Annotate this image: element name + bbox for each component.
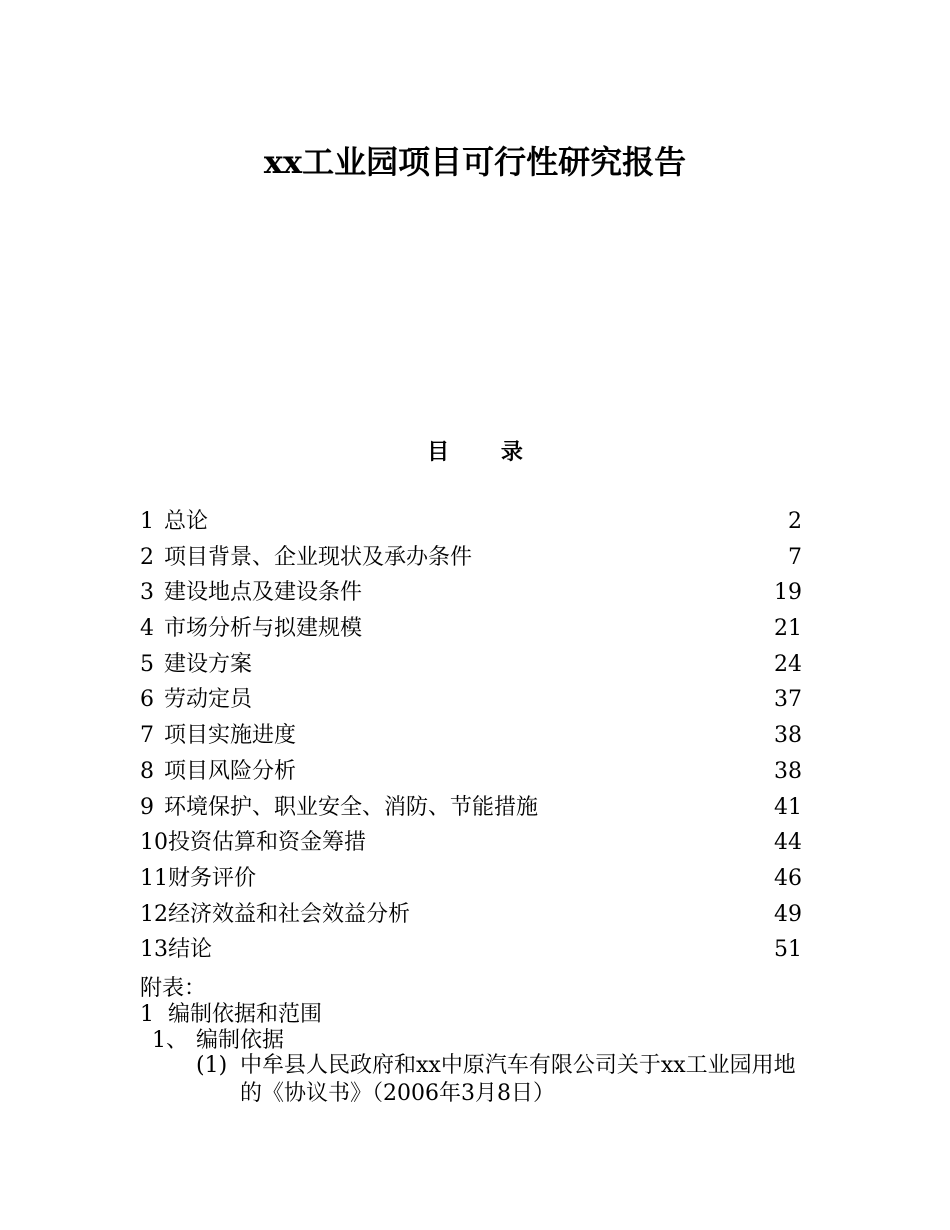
toc-entry-number: 6 — [140, 687, 154, 713]
document-title: xx工业园项目可行性研究报告 — [263, 143, 687, 181]
toc-entry[interactable] — [140, 540, 802, 576]
appendix-label: 附表： — [140, 976, 207, 1001]
toc-entry-page: 2 — [788, 509, 802, 534]
toc-entry-number: 10 — [140, 830, 168, 856]
toc-entry[interactable] — [140, 682, 802, 718]
toc-entry-title: 项目风险分析 — [164, 758, 297, 784]
toc-entry-page: 41 — [774, 794, 802, 820]
toc-entry-title: 结论 — [168, 937, 213, 963]
toc-entry-title: 投资估算和资金筹措 — [168, 830, 367, 856]
toc-entry-page: 46 — [774, 865, 802, 891]
toc-entry-title: 财务评价 — [168, 865, 257, 891]
toc-entry-number: 8 — [140, 758, 154, 784]
table-of-contents — [140, 504, 802, 968]
toc-entry[interactable] — [140, 504, 802, 540]
toc-entry-title: 总论 — [164, 509, 209, 534]
toc-entry-page: 38 — [774, 758, 802, 784]
toc-entry-number: 2 — [140, 544, 154, 570]
toc-entry[interactable] — [140, 861, 802, 897]
toc-entry[interactable] — [140, 754, 802, 790]
toc-entry-number: 9 — [140, 794, 154, 820]
toc-heading: 目 录 — [427, 439, 545, 465]
toc-entry-title: 项目实施进度 — [164, 723, 297, 749]
section-title: 编制依据和范围 — [168, 1002, 323, 1027]
toc-entry-title: 建设方案 — [164, 651, 253, 677]
list-item-number: (1) — [196, 1053, 228, 1078]
toc-entry-title: 经济效益和社会效益分析 — [168, 901, 411, 927]
toc-entry-number: 7 — [140, 723, 154, 749]
toc-entry-number: 3 — [140, 580, 154, 606]
section-number: 1 — [140, 1002, 154, 1027]
toc-entry-title: 建设地点及建设条件 — [164, 580, 363, 606]
toc-entry-page: 24 — [774, 651, 802, 677]
toc-entry-page: 44 — [774, 830, 802, 856]
toc-entry-page: 19 — [774, 580, 802, 606]
toc-entry-number: 13 — [140, 937, 168, 963]
toc-entry-page: 21 — [774, 616, 802, 642]
toc-entry[interactable] — [140, 825, 802, 861]
toc-entry[interactable] — [140, 611, 802, 647]
list-item — [196, 1052, 816, 1108]
toc-entry-number: 12 — [140, 901, 168, 927]
toc-entry[interactable] — [140, 647, 802, 683]
toc-entry-title: 劳动定员 — [164, 687, 253, 713]
toc-entry[interactable] — [140, 897, 802, 933]
toc-entry-number: 1 — [140, 509, 154, 534]
toc-entry-page: 38 — [774, 723, 802, 749]
toc-entry-title: 环境保护、职业安全、消防、节能措施 — [164, 794, 539, 820]
subsection-number: 1、 — [152, 1028, 188, 1053]
toc-entry-page: 49 — [774, 901, 802, 927]
toc-entry-number: 5 — [140, 651, 154, 677]
toc-entry-number: 4 — [140, 616, 154, 642]
toc-entry[interactable] — [140, 718, 802, 754]
toc-entry[interactable] — [140, 932, 802, 968]
toc-entry-page: 37 — [774, 687, 802, 713]
toc-entry-page: 7 — [788, 544, 802, 570]
toc-entry[interactable] — [140, 575, 802, 611]
list-item-text: 中牟县人民政府和xx中原汽车有限公司关于xx工业园用地的《协议书》（2006年3月8日） — [240, 1053, 796, 1106]
toc-entry-title: 市场分析与拟建规模 — [164, 616, 363, 642]
subsection-title: 编制依据 — [196, 1028, 285, 1053]
toc-entry-number: 11 — [140, 865, 168, 891]
toc-entry-title: 项目背景、企业现状及承办条件 — [164, 544, 473, 570]
toc-entry[interactable] — [140, 790, 802, 826]
toc-entry-page: 51 — [774, 937, 802, 963]
